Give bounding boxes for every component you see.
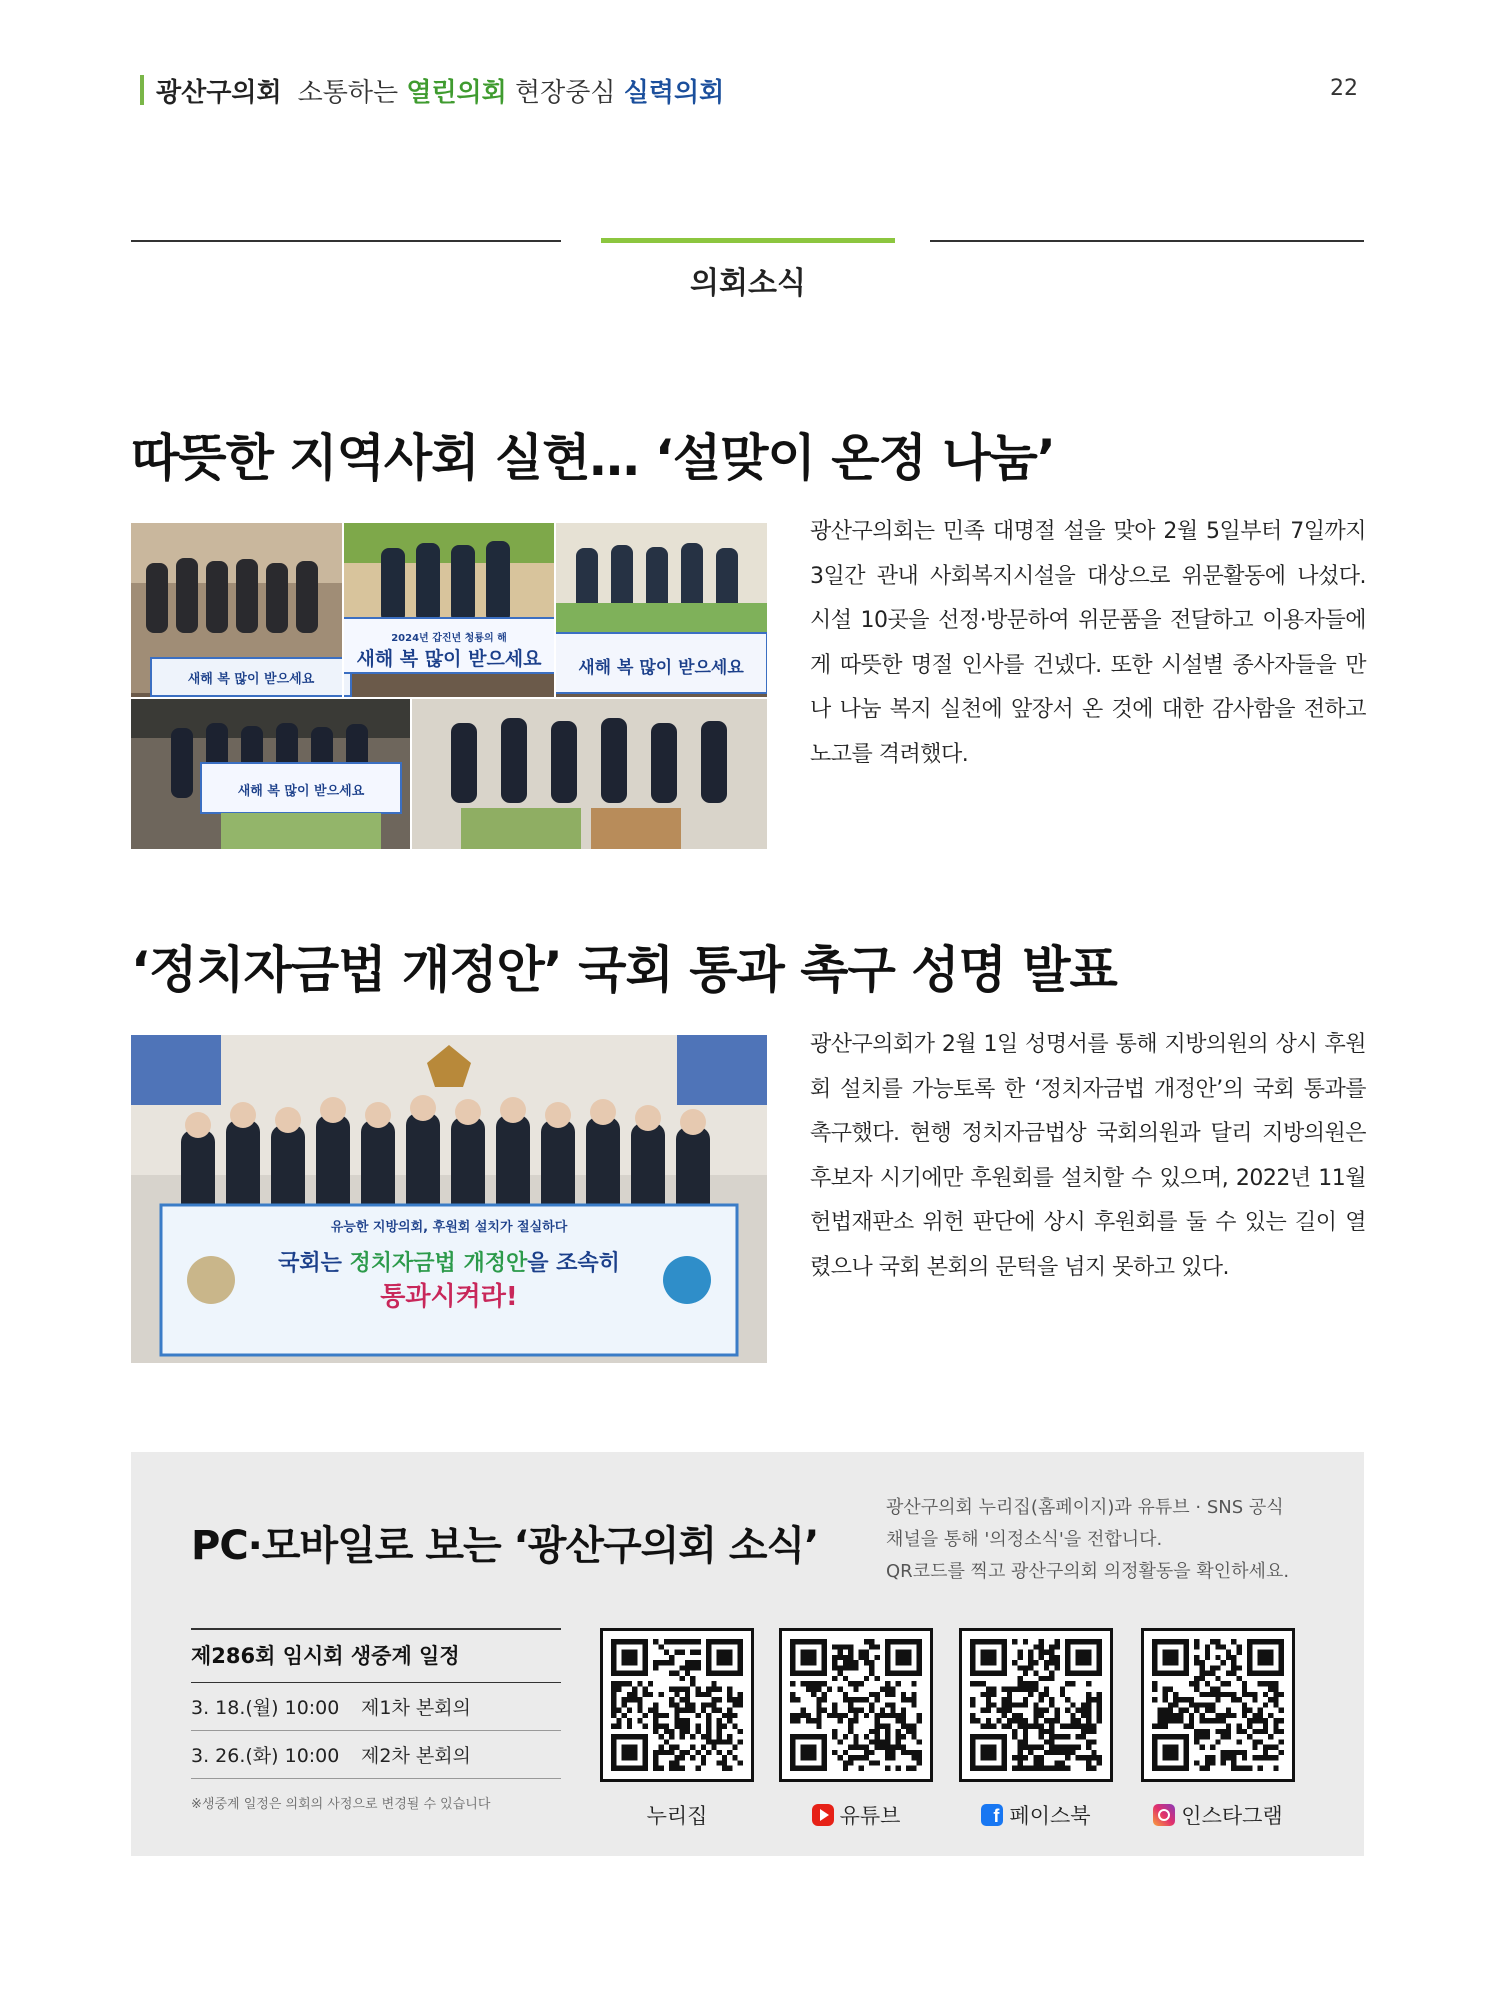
qr-code-youtube[interactable] <box>779 1628 933 1782</box>
article-2-body: 광산구의회가 2월 1일 성명서를 통해 지방의원의 상시 후원회 설치를 가능토록 한 ‘정치자금법 개정안’의 국회 통과를 촉구했다. 현행 정치자금법상 국회의원과 달리 지방의원은 후보자 시기에만 후원회를 설치할 수 있으며, 2022년 11월 헌법재판소 위헌 판단에 상시 후원회를 둘 수 있는 길이 열렸으나 국회 본회의 문턱을 넘지 못하고 있다. <box>810 1032 1366 1280</box>
section-rule-right <box>930 240 1364 242</box>
header-slogan-4: 실력의회 <box>623 77 725 108</box>
instagram-icon <box>1153 1804 1175 1826</box>
article-1-body: 광산구의회는 민족 대명절 설을 맞아 2월 5일부터 7일까지 3일간 관내 사회복지시설을 대상으로 위문활동에 나섰다. 시설 10곳을 선정·방문하여 위문품을 전달하고 이용자들에게 따뜻한 명절 인사를 건넸다. 또한 시설별 종사자들을 만나 나눔 복지 실천에 앞장서 온 것에 대한 감사함을 전하고 노고를 격려했다. <box>810 519 1366 767</box>
qr-label-youtube: 유튜브 <box>779 1800 933 1830</box>
qr-instagram[interactable] <box>1141 1628 1295 1830</box>
article-2-photo-group <box>131 1035 767 1363</box>
section-rule-left <box>131 240 561 242</box>
info-box-desc-line-3: QR코드를 찍고 광산구의회 의정활동을 확인하세요. <box>886 1561 1290 1582</box>
broadcast-schedule <box>191 1628 561 1812</box>
schedule-title: 제286회 임시회 생중계 일정 <box>191 1628 561 1683</box>
article-2-banner-line1c: 을 조속히 <box>527 1251 620 1276</box>
header-slogan-2: 열린의회 <box>406 77 507 108</box>
facebook-icon: f <box>981 1804 1003 1826</box>
article-2-banner-line1a: 국회는 <box>278 1251 350 1276</box>
header-slogan-1: 소통하는 <box>297 77 407 108</box>
article-1-banner-year: 2024년 갑진년 청룡의 해 <box>391 633 507 644</box>
qr-youtube[interactable] <box>779 1628 933 1830</box>
schedule-row <box>191 1683 561 1731</box>
qr-code-facebook[interactable] <box>959 1628 1113 1782</box>
info-box-desc-line-2: 채널을 통해 '의정소식'을 전합니다. <box>886 1529 1163 1550</box>
schedule-event: 제2차 본회의 <box>361 1745 471 1767</box>
schedule-date: 3. 18.(월) 10:00 <box>191 1697 340 1719</box>
article-1-banner-text-4: 새해 복 많이 받으세요 <box>237 784 365 799</box>
schedule-row <box>191 1731 561 1779</box>
qr-homepage[interactable] <box>600 1628 754 1830</box>
schedule-date: 3. 26.(화) 10:00 <box>191 1745 340 1767</box>
youtube-icon <box>812 1804 834 1826</box>
qr-label-facebook: f 페이스북 <box>959 1800 1113 1830</box>
page-number: 22 <box>1330 76 1358 101</box>
article-1-title: 따뜻한 지역사회 실현… ‘설맞이 온정 나눔’ <box>131 429 1055 487</box>
article-1-photo <box>131 523 767 849</box>
schedule-note: ※생중계 일정은 의회의 사정으로 변경될 수 있습니다 <box>191 1797 491 1812</box>
header-accent-bar <box>140 75 144 105</box>
section-title: 의회소식 <box>690 266 806 301</box>
sns-info-box <box>131 1452 1364 1856</box>
header-org-name: 광산구의회 <box>156 77 282 108</box>
article-1-banner-text-3: 새해 복 많이 받으세요 <box>578 658 744 678</box>
info-box-description <box>886 1492 1346 1588</box>
info-box-title: PC·모바일로 보는 ‘광산구의회 소식’ <box>191 1523 819 1569</box>
article-2-photo <box>131 1035 767 1363</box>
qr-code-instagram[interactable] <box>1141 1628 1295 1782</box>
qr-facebook[interactable] <box>959 1628 1113 1830</box>
article-1-photo-collage <box>131 523 767 849</box>
qr-code-homepage[interactable] <box>600 1628 754 1782</box>
section-rule-center <box>601 238 895 243</box>
qr-label-homepage: 누리집 <box>646 1804 708 1828</box>
schedule-event: 제1차 본회의 <box>361 1697 471 1719</box>
article-1-banner-text-2: 새해 복 많이 받으세요 <box>187 672 315 687</box>
article-2-banner-top: 유능한 지방의회, 후원회 설치가 절실하다 <box>330 1220 568 1235</box>
article-2-banner-line1b: 정치자금법 개정안 <box>349 1251 528 1276</box>
qr-label-instagram: 인스타그램 <box>1141 1800 1295 1830</box>
article-1-banner-text: 새해 복 많이 받으세요 <box>356 648 542 670</box>
article-2-banner-line2: 통과시켜라! <box>380 1282 518 1312</box>
info-box-desc-line-1: 광산구의회 누리집(홈페이지)과 유튜브 · SNS 공식 <box>886 1497 1284 1518</box>
page-header <box>140 70 724 110</box>
header-slogan-3: 현장중심 <box>506 77 624 108</box>
article-2-title: ‘정치자금법 개정안’ 국회 통과 촉구 성명 발표 <box>131 941 1117 999</box>
svg-text:국회는 정치자금법 개정안을 조속히 <box>278 1250 620 1276</box>
